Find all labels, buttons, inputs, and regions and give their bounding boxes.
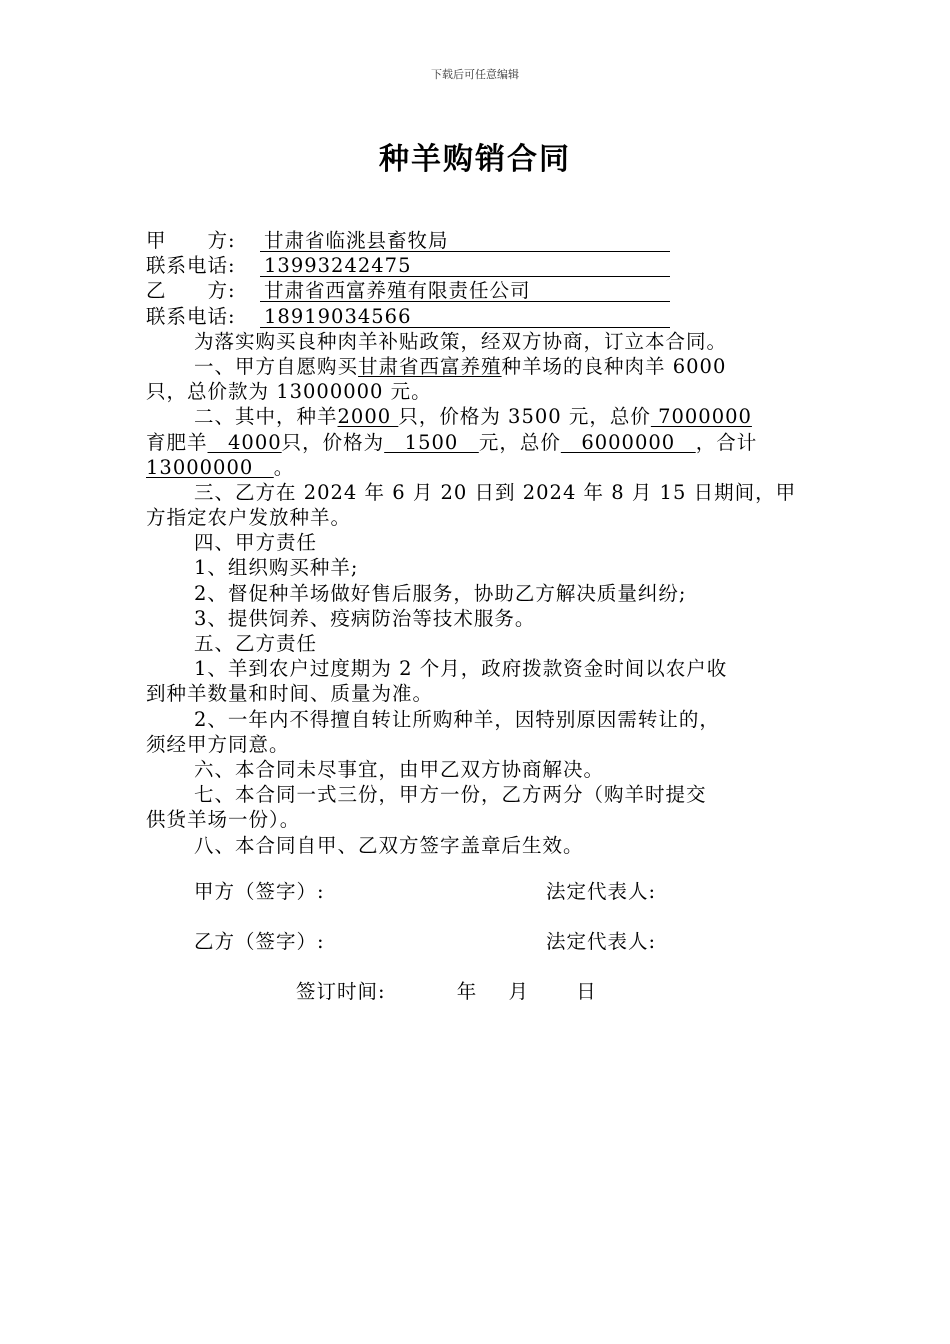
party-b-rep-label: 法定代表人: [546, 930, 657, 953]
clause-2-line-2 [146, 430, 808, 455]
clause-3-line-1: 三、乙方在 2024 年 6 月 20 日到 2024 年 8 月 15 日期间，甲 [194, 480, 797, 504]
party-a-value: 甘肃省临洮县畜牧局 [260, 228, 670, 252]
party-a-rep-label: 法定代表人: [546, 880, 657, 903]
clause-2-text-c: 育肥羊 [146, 430, 208, 454]
clause-6: 六、本合同未尽事宜，由甲乙双方协商解决。 [194, 757, 605, 781]
party-b-phone-label: 联系电话: [146, 304, 236, 328]
date-year: 年 [456, 980, 478, 1003]
clause-2-line-1 [146, 404, 808, 429]
clause-2-text-d: 只，价格为 [281, 430, 385, 454]
clause-5-heading: 五、乙方责任 [194, 632, 318, 655]
date-day: 日 [576, 980, 597, 1003]
party-a-signature-label: 甲方（签字）: [194, 880, 325, 903]
clause-4-item: 3、提供饲养、疫病防治等技术服务。 [194, 606, 536, 630]
clause-1-text-post: 种羊场的良种肉羊 6000 [501, 354, 727, 378]
party-b-signature-label: 乙方（签字）: [194, 930, 325, 953]
clause-1-line-2: 只，总价款为 13000000 元。 [146, 380, 432, 404]
party-a-signature-row [194, 876, 657, 904]
grand-total: 13000000 [146, 455, 274, 479]
signing-date-row [296, 976, 597, 1004]
clause-7-line-2: 供货羊场一份）。 [146, 808, 301, 832]
party-a-phone-value: 13993242475 [260, 253, 670, 277]
fattening-sheep-total: 6000000 [560, 430, 696, 454]
clause-2-text-g: 。 [273, 455, 295, 479]
clause-4-item: 2、督促种羊场做好售后服务，协助乙方解决质量纠纷; [194, 581, 687, 605]
party-b-signature-row [194, 926, 657, 954]
breed-sheep-count: 2000 [337, 405, 399, 429]
date-month: 月 [508, 980, 530, 1003]
party-b-phone-value: 18919034566 [260, 304, 670, 328]
breed-sheep-total: 7000000 [650, 405, 752, 429]
clause-5-item-2-line-2: 须经甲方同意。 [146, 732, 290, 756]
party-b-label: 乙 方: [146, 279, 236, 303]
clause-4-heading: 四、甲方责任 [194, 531, 318, 555]
party-a-label: 甲 方: [146, 229, 236, 252]
signing-date-label: 签订时间: [296, 980, 386, 1003]
clause-3-line-2: 方指定农户发放种羊。 [146, 506, 352, 530]
party-a-phone-row [146, 253, 808, 278]
party-b-row [146, 278, 808, 303]
clause-5-item-1-line-2: 到种羊数量和时间、质量为准。 [146, 682, 434, 706]
clause-5-item-2-line-1: 2、一年内不得擅自转让所购种羊，因特别原因需转让的， [194, 707, 720, 731]
clause-2-text-f: ，合计 [695, 430, 758, 454]
clause-1-line-1 [146, 354, 808, 379]
clause-5-item-1-line-1: 1、羊到农户过度期为 2 个月，政府拨款资金时间以农户收 [194, 657, 728, 681]
clause-2-text-e: 元，总价 [478, 430, 561, 454]
clause-1-farm: 甘肃省西富养殖 [358, 354, 502, 378]
clause-2-line-3 [146, 455, 808, 480]
fattening-sheep-price: 1500 [384, 430, 479, 454]
contract-body [146, 228, 808, 858]
clause-1-text: 一、甲方自愿购买 [194, 354, 359, 378]
document-title: 种羊购销合同 [379, 142, 571, 177]
fattening-sheep-count: 4000 [207, 430, 282, 454]
clause-7-line-1: 七、本合同一式三份，甲方一份，乙方两分（购羊时提交 [194, 783, 707, 807]
header-note: 下载后可任意编辑 [431, 68, 519, 81]
intro-paragraph: 为落实购买良种肉羊补贴政策，经双方协商，订立本合同。 [194, 329, 728, 353]
party-a-row [146, 228, 808, 253]
party-b-value: 甘肃省西富养殖有限责任公司 [260, 278, 670, 302]
clause-4-item: 1、组织购买种羊; [194, 556, 359, 580]
clause-2-text-a: 二、其中，种羊 [194, 405, 338, 429]
clause-2-text-b: 只，价格为 3500 元，总价 [398, 405, 651, 429]
party-a-phone-label: 联系电话: [146, 254, 236, 278]
clause-8: 八、本合同自甲、乙双方签字盖章后生效。 [194, 833, 584, 857]
party-b-phone-row [146, 304, 808, 329]
